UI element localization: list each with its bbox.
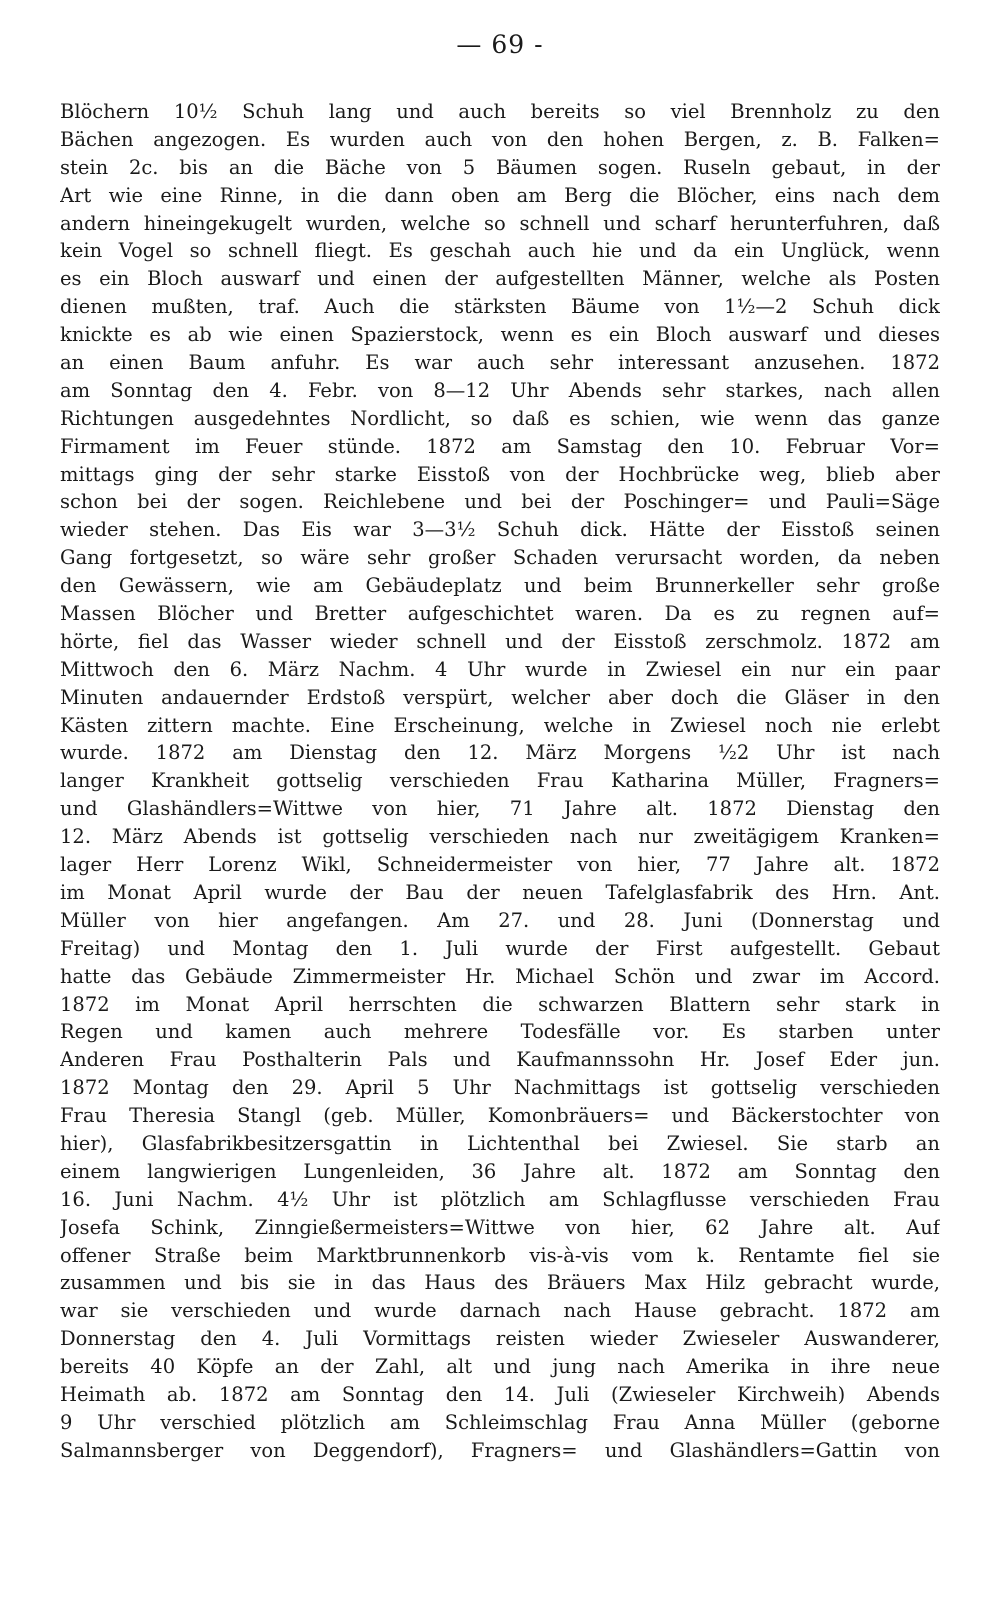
text-line: mittags ging der sehr starke Eisstoß von der Hochbrücke weg, blieb aber [60,462,940,486]
page-number-header: — 69 - [456,30,544,59]
text-line: schon bei der sogen. Reichlebene und bei der Poschinger= und Pauli=Säge [60,490,940,514]
text-line: Salmannsberger von Deggendorf), Fragners= und Glashändlers=Gattin von [60,1438,940,1462]
text-line: Mittwoch den 6. März Nachm. 4 Uhr wurde in Zwiesel ein nur ein paar [60,657,940,681]
text-line: wurde. 1872 am Dienstag den 12. März Morgens ½2 Uhr ist nach [60,741,940,765]
text-line: stein 2c. bis an die Bäche von 5 Bäumen sogen. Ruseln gebaut, in der [60,155,940,179]
text-line: offener Straße beim Marktbrunnenkorb vis-à-vis vom k. Rentamte fiel sie [60,1243,940,1267]
text-line: hatte das Gebäude Zimmermeister Hr. Michael Schön und zwar im Accord. [60,964,940,988]
text-line: langer Krankheit gottselig verschieden Frau Katharina Müller, Fragners= [60,769,940,793]
text-line: wieder stehen. Das Eis war 3—3½ Schuh dick. Hätte der Eisstoß seinen [60,518,940,542]
text-line: Minuten andauernder Erdstoß verspürt, welcher aber doch die Gläser in den [60,685,940,709]
text-line: es ein Bloch auswarf und einen der aufgestellten Männer, welche als Posten [60,267,940,291]
text-line: 16. Juni Nachm. 4½ Uhr ist plötzlich am Schlagflusse verschieden Frau [60,1187,940,1211]
text-line: Massen Blöcher und Bretter aufgeschichtet waren. Da es zu regnen auf= [60,602,940,626]
text-line: Donnerstag den 4. Juli Vormittags reisten wieder Zwieseler Auswanderer, [60,1327,940,1351]
text-line: Blöchern 10½ Schuh lang und auch bereits so viel Brennholz zu den [60,100,940,123]
text-line: 12. März Abends ist gottselig verschieden nach nur zweitägigem Kranken= [60,825,940,849]
text-line: 9 Uhr verschied plötzlich am Schleimschlag Frau Anna Müller (geborne [60,1410,940,1434]
text-line: den Gewässern, wie am Gebäudeplatz und beim Brunnerkeller sehr große [60,574,940,598]
text-line: Richtungen ausgedehntes Nordlicht, so daß es schien, wie wenn das ganze [60,406,940,430]
text-line: 1872 im Monat April herrschten die schwarzen Blattern sehr stark in [60,992,940,1016]
text-line: war sie verschieden und wurde darnach nach Hause gebracht. 1872 am [60,1299,940,1323]
text-line: Josefa Schink, Zinngießermeisters=Wittwe von hier, 62 Jahre alt. Auf [60,1215,940,1239]
text-line: Gang fortgesetzt, so wäre sehr großer Schaden verursacht worden, da neben [60,546,940,570]
text-line: einem langwierigen Lungenleiden, 36 Jahre alt. 1872 am Sonntag den [60,1159,940,1183]
body-text [60,98,940,1465]
text-line: Firmament im Feuer stünde. 1872 am Samstag den 10. Februar Vor= [60,434,940,458]
text-line: lager Herr Lorenz Wikl, Schneidermeister von hier, 77 Jahre alt. 1872 [60,853,940,877]
text-line: am Sonntag den 4. Febr. von 8—12 Uhr Abends sehr starkes, nach allen [60,378,940,402]
text-line: dienen mußten, traf. Auch die stärksten Bäume von 1½—2 Schuh dick [60,295,940,319]
text-line: Heimath ab. 1872 am Sonntag den 14. Juli (Zwieseler Kirchweih) Abends [60,1382,940,1406]
text-line: Müller von hier angefangen. Am 27. und 28. Juni (Donnerstag und [60,908,940,932]
text-line: Anderen Frau Posthalterin Pals und Kaufmannssohn Hr. Josef Eder jun. [60,1048,940,1072]
text-line: Bächen angezogen. Es wurden auch von den hohen Bergen, z. B. Falken= [60,127,940,151]
text-line: bereits 40 Köpfe an der Zahl, alt und jung nach Amerika in ihre neue [60,1355,940,1379]
text-line: andern hineingekugelt wurden, welche so schnell und scharf herunterfuhren, daß [60,211,940,235]
text-line: zusammen und bis sie in das Haus des Bräuers Max Hilz gebracht wurde, [60,1271,940,1295]
text-line: Freitag) und Montag den 1. Juli wurde der First aufgestellt. Gebaut [60,936,940,960]
text-line: und Glashändlers=Wittwe von hier, 71 Jahre alt. 1872 Dienstag den [60,797,940,821]
text-line: hörte, fiel das Wasser wieder schnell und der Eisstoß zerschmolz. 1872 am [60,629,940,653]
text-line: Art wie eine Rinne, in die dann oben am Berg die Blöcher, eins nach dem [60,183,940,207]
text-line: Kästen zittern machte. Eine Erscheinung, welche in Zwiesel noch nie erlebt [60,713,940,737]
text-line: Regen und kamen auch mehrere Todesfälle vor. Es starben unter [60,1020,940,1044]
text-line: hier), Glasfabrikbesitzersgattin in Lichtenthal bei Zwiesel. Sie starb an [60,1131,940,1155]
text-line: kein Vogel so schnell fliegt. Es geschah auch hie und da ein Unglück, wenn [60,239,940,263]
text-line: an einen Baum anfuhr. Es war auch sehr interessant anzusehen. 1872 [60,351,940,375]
text-line: knickte es ab wie einen Spazierstock, wenn es ein Bloch auswarf und dieses [60,323,940,347]
text-line: Frau Theresia Stangl (geb. Müller, Komonbräuers= und Bäckerstochter von [60,1104,940,1128]
text-line: im Monat April wurde der Bau der neuen Tafelglasfabrik des Hrn. Ant. [60,880,940,904]
text-line: 1872 Montag den 29. April 5 Uhr Nachmittags ist gottselig verschieden [60,1076,940,1100]
